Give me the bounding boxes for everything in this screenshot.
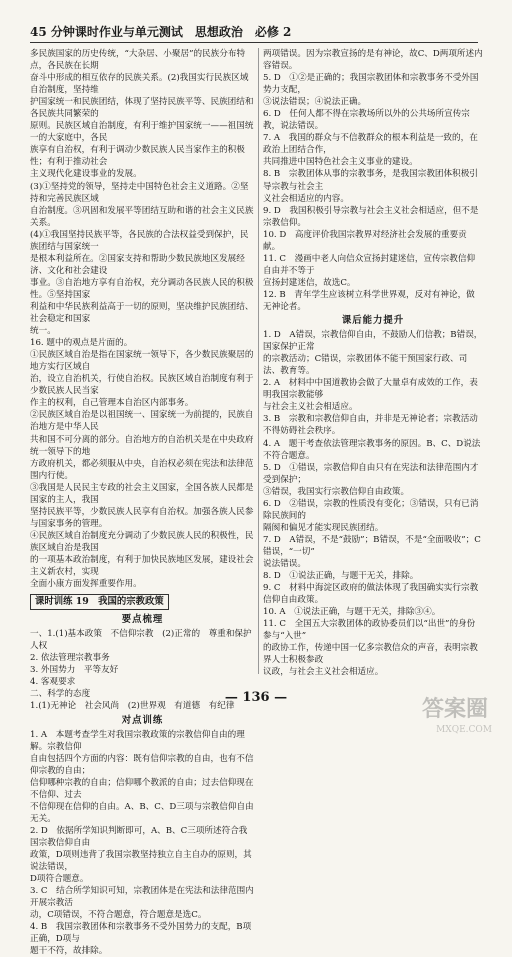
text-line: 12. B 青年学生应该树立科学世界观，反对有神论，做无神论者。: [263, 289, 475, 312]
text-line: 两项错误。因为宗教宣扬的是有神论，故C、D两项所述内容错误。: [263, 49, 483, 72]
text-line: 题干不符，故排除。: [30, 946, 108, 957]
list-item: 2. 依法管理宗教事务: [30, 653, 110, 664]
text-line: 全面小康方面发挥重要作用。: [30, 579, 142, 590]
text-line: 不信仰现在信仰的自由。A、B、C、D三项与宗教信仰自由无关。: [30, 801, 254, 824]
text-line: 2. A 材料中中国道教协会做了大量卓有成效的工作，表明我国宗教能够: [263, 378, 478, 401]
text-line: 自由包括四个方面的内容：既有信仰宗教的自由，也有不信仰宗教的自由；: [30, 753, 254, 776]
right-column-answers: [263, 48, 483, 313]
text-line: (4)①我国坚持民族平等，各民族的合法权益受到保护，民族团结与国家统一: [30, 229, 249, 252]
text-line: 的一项基本政治制度，有利于加快民族地区发展，建设社会主义新农村，实现: [30, 554, 254, 578]
left-column: [30, 48, 255, 957]
text-line: 8. B 宗教团体从事的宗教事务，是我国宗教团体积极引导宗教与社会主: [263, 169, 478, 192]
text-line: 6. D 任何人都不得在宗教场所以外的公共场所宣传宗教，说法错误。: [263, 109, 470, 132]
page-number: — 136 —: [224, 690, 288, 705]
text-line: 5. D ①②是正确的；我国宗教团体和宗教事务不受外国势力支配，: [263, 73, 479, 96]
text-line: 方政府机关，都必须服从中央，自治权必须在宪法和法律范围内行使。: [30, 458, 254, 481]
text-line: (3)①坚持党的领导，坚持走中国特色社会主义道路。②坚持和完善民族区域: [30, 181, 249, 204]
text-line: 主义现代化建设事业的发展。: [30, 169, 142, 180]
list-item: 二、科学的态度: [30, 689, 91, 700]
page-header: [30, 14, 478, 43]
text-line: 原则。民族区域自治制度，有利于维护国家统一——祖国统一的大家庭中，各民: [30, 121, 254, 144]
text-line: 的宗教活动；C错误，宗教团体不能干预国家行政、司法、教育等。: [263, 354, 468, 377]
text-line: 9. D 我国积极引导宗教与社会主义社会相适应，但不是宗教信仰。: [263, 205, 479, 228]
text-line: 4. B 我国宗教团体和宗教事务不受外国势力的支配，B项正确，D项与: [30, 922, 252, 945]
practice-answers-left: [30, 729, 255, 957]
text-line: 7. A 我国的群众与不信教群众的根本利益是一致的，在政治上团结合作，: [263, 133, 478, 156]
text-line: ④民族区域自治制度充分调动了少数民族人民的积极性，民族区域自治是我国: [30, 530, 254, 553]
text-line: 10. D 高度评价我国宗教界对经济社会发展的重要贡献。: [263, 229, 467, 252]
text-line: 共同推进中国特色社会主义事业的建设。: [263, 157, 418, 168]
header-title: 45 分钟课时作业与单元测试 思想政治 必修 2: [30, 25, 292, 39]
text-line: 4. A 题干考查依法管理宗教事务的原因。B、C、D说法不符合题意。: [263, 438, 481, 461]
text-line: 坚持民族平等，少数民族人民享有自治权。加强各族人民参与国家事务的管理。: [30, 506, 254, 529]
list-item: 3. 外国势力 平等友好: [30, 665, 119, 676]
text-line: 5. D ①错误，宗教信仰自由只有在宪法和法律范围内才受到保护；: [263, 462, 479, 485]
text-line: 隔阂和偏见才能实现民族团结。: [263, 522, 384, 533]
practice-answers-right: [263, 329, 483, 678]
text-line: 统一。: [30, 326, 56, 337]
text-line: 政策，D项则违背了我国宗教坚持独立自主自办的原则，其说法错误，: [30, 850, 252, 873]
text-line: ②民族区域自治是以祖国统一、国家统一为前提的，民族自治地方是中华人民: [30, 410, 254, 433]
text-line: 动，C项错误，不符合题意，符合题意是选C。: [30, 910, 207, 921]
list-item: 4. 客观要求: [30, 677, 76, 688]
text-line: D项符合题意。: [30, 874, 89, 885]
text-line: ③我国是人民民主专政的社会主义国家，全国各族人民都是国家的主人，我国: [30, 482, 254, 505]
text-line: 11. C 全国五大宗教团体的政协委员们以“出世”的身份参与“入世”: [263, 619, 476, 642]
text-line: 9. C 材料中海淀区政府的做法体现了我国确实实行宗教信仰自由政策。: [263, 583, 479, 606]
text-line: 护国家统一和民族团结，体现了坚持民族平等、民族团结和各民族共同繁荣的: [30, 97, 254, 120]
text-line: 利益和中华民族利益高于一切的原则，坚决维护民族团结、社会稳定和国家: [30, 301, 254, 325]
text-line: 10. A ①说法正确，与题干无关，排除③④。: [263, 607, 441, 618]
left-column-answers: [30, 48, 255, 590]
text-line: 信仰哪种宗教的自由；信仰哪个教派的自由；过去信仰现在不信仰、过去: [30, 777, 254, 800]
text-line: 议政，与社会主义社会相适应。: [263, 667, 384, 678]
lesson-title: 课时训练 19 我国的宗教政策: [30, 594, 169, 610]
section-key-points-title: 要点梳理: [121, 614, 164, 626]
watermark-logo: [372, 691, 492, 735]
section-enhance-title: 课后能力提升: [341, 315, 405, 327]
text-line: 2. D 依据所学知识判断即可，A、B、C三项所述符合我国宗教信仰自由: [30, 825, 248, 848]
watermark-url: MXQE.COM: [436, 725, 492, 735]
text-line: 宣扬封建迷信，故选C。: [263, 277, 356, 288]
text-line: 义社会相适应的内容。: [263, 193, 349, 204]
text-line: 1. A 本题考查学生对我国宗教政策的宗教信仰自由的理解。宗教信仰: [30, 729, 245, 752]
text-line: ③错误，我国实行宗教信仰自由政策。: [263, 486, 410, 497]
list-item: 1.(1)无神论 社会风尚 (2)世界观 有道德 有纪律: [30, 701, 235, 712]
text-line: 与社会主义社会相适应。: [263, 402, 358, 413]
watermark-logo-text: 答案圈: [421, 697, 488, 722]
column-divider: [258, 48, 259, 674]
text-line: 16. 题中的观点是片面的。: [30, 338, 133, 349]
text-line: 奋斗中形成的相互依存的民族关系。(2)我国实行民族区域自治制度，坚持维: [30, 73, 249, 96]
text-line: 族享有自治权，有利于调动少数民族人民当家作主的积极性；有利于推动社会: [30, 145, 245, 168]
text-line: 是根本利益所在。②国家支持和帮助少数民族地区发展经济、文化和社会建设: [30, 253, 245, 276]
text-line: 多民族国家的历史传统，“大杂居、小聚居”的民族分布特点，各民族在长期: [30, 49, 246, 72]
text-line: ③说法错误；④说法正确。: [263, 97, 367, 108]
text-line: ①民族区域自治是指在国家统一领导下，各少数民族聚居的地方实行区域自: [30, 350, 254, 373]
text-line: 7. D A错误，不是“鼓励”；B错误，不是“全面吸收”；C错误，“一切”: [263, 534, 481, 557]
text-line: 共和国不可分离的部分。自治地方的自治机关是在中央政府统一领导下的地: [30, 434, 254, 457]
list-item: 一、1.(1)基本政策 不信仰宗教 (2)正常的 尊重和保护人权: [30, 629, 252, 652]
section-practice-title: 对点训练: [121, 714, 164, 726]
text-line: 8. D ①说法正确，与题干无关，排除。: [263, 571, 419, 582]
text-line: 的政协工作，传递中国一亿多宗教信众的声音，表明宗教界人士积极参政: [263, 643, 478, 666]
text-line: 11. C 漫画中老人向信众宣扬封建迷信，宣传宗教信仰自由并不等于: [263, 253, 476, 276]
text-line: 自治制度。③巩固和发展平等团结互助和谐的社会主义民族关系。: [30, 205, 254, 228]
text-line: 3. C 结合所学知识可知，宗教团体是在宪法和法律范围内开展宗教活: [30, 886, 254, 909]
text-line: 事业。③自治地方享有自治权，充分调动各民族人民的积极性。⑤坚持国家: [30, 277, 254, 300]
text-line: 作主的权利，自己管理本自治区内部事务。: [30, 398, 194, 409]
right-column: [263, 48, 483, 676]
text-line: 治，设立自治机关，行使自治权。民族区域自治制度有利于少数民族人民当家: [30, 374, 254, 397]
text-line: 1. D A错误，宗教信仰自由，不鼓励人们信教；B错误，国家保护正常: [263, 330, 483, 353]
text-line: 3. B 宗教和宗教信仰自由，并非是无神论者；宗教活动不得妨碍社会秩序。: [263, 414, 478, 437]
text-line: 6. D ②错误，宗教的性质没有变化；③错误，只有已消除民族间的: [263, 498, 479, 521]
text-line: 说法错误。: [263, 558, 306, 569]
